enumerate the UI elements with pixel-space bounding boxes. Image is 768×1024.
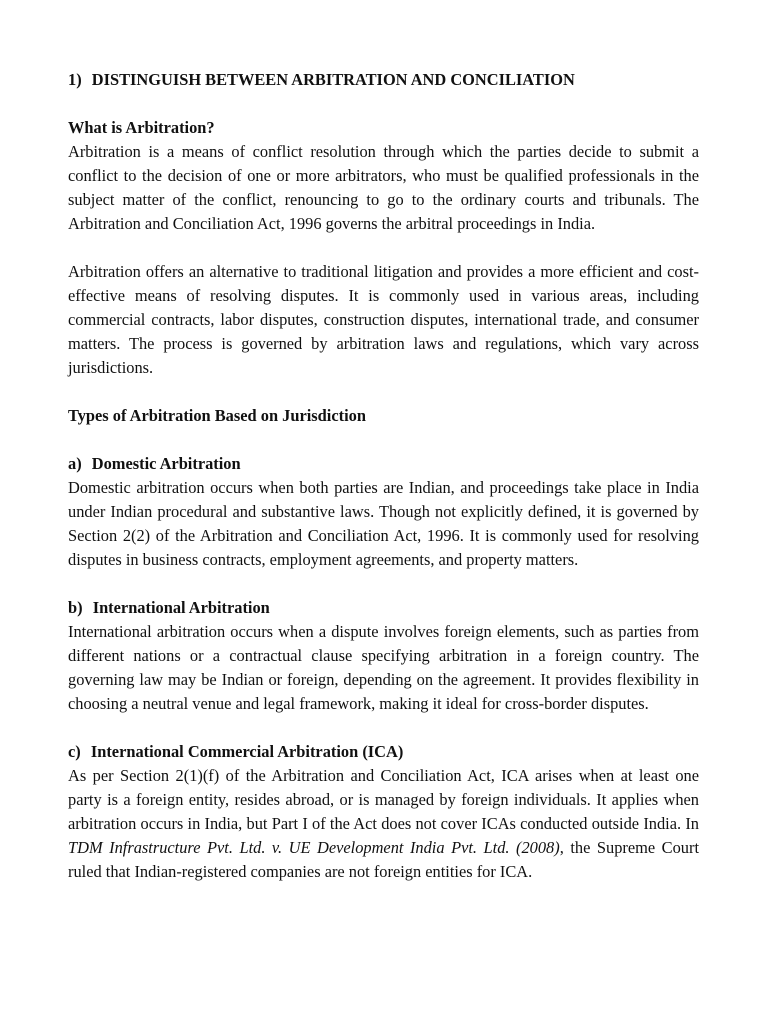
domestic-paragraph: Domestic arbitration occurs when both parties are Indian, and proceedings take place in India under Indian procedural and substantive laws. Though not explicitly defined, it is governed by Section 2(2) of the Arbitration and Conciliation Act, 1996. It is commonly used for resolving disputes in business contracts, employment agreements, and property matters. (68, 478, 699, 569)
ica-text-before: As per Section 2(1)(f) of the Arbitration and Conciliation Act, ICA arises when at least one party is a foreign entity, resides abroad, or is managed by foreign individuals. It applies when arbitration occurs in India, but Part I of the Act does not cover ICAs conducted outside India. In (68, 766, 699, 833)
spacer (68, 716, 699, 740)
title-text: DISTINGUISH BETWEEN ARBITRATION AND CONCILIATION (91, 70, 575, 89)
ica-case-name: TDM Infrastructure Pvt. Ltd. v. UE Development India Pvt. Ltd. (2008) (68, 838, 560, 857)
spacer (68, 236, 699, 260)
what-is-paragraph-2: Arbitration offers an alternative to traditional litigation and provides a more efficient and cost-effective means of resolving disputes. It is commonly used in various areas, including commercial contracts, labor disputes, construction disputes, international trade, and consumer matters. The process is governed by arbitration laws and regulations, which vary across jurisdictions. (68, 262, 699, 377)
international-label: b) (68, 598, 83, 617)
document-page (68, 68, 699, 884)
document-title (68, 68, 699, 92)
title-number: 1) (68, 70, 82, 89)
domestic-label: a) (68, 454, 82, 473)
domestic-heading (68, 452, 699, 476)
spacer (68, 428, 699, 452)
ica-label: c) (68, 742, 81, 761)
international-heading (68, 596, 699, 620)
international-title: International Arbitration (92, 598, 270, 617)
what-is-heading: What is Arbitration? (68, 118, 215, 137)
spacer (68, 572, 699, 596)
domestic-title: Domestic Arbitration (91, 454, 241, 473)
ica-text-after: , the Supreme Court ruled that Indian-registered companies are not foreign entities for ICA. (68, 838, 699, 881)
ica-heading (68, 740, 699, 764)
international-paragraph: International arbitration occurs when a dispute involves foreign elements, such as parties from different nations or a contractual clause specifying arbitration in a foreign country. The governing law may be Indian or foreign, depending on the agreement. It provides flexibility in choosing a neutral venue and legal framework, making it ideal for cross-border disputes. (68, 622, 699, 713)
ica-paragraph (68, 764, 699, 884)
types-heading: Types of Arbitration Based on Jurisdiction (68, 406, 366, 425)
spacer (68, 380, 699, 404)
ica-title: International Commercial Arbitration (ICA) (90, 742, 404, 761)
spacer (68, 92, 699, 116)
what-is-paragraph-1: Arbitration is a means of conflict resolution through which the parties decide to submit a conflict to the decision of one or more arbitrators, who must be qualified professionals in the subject matter of the conflict, renouncing to go to the ordinary courts and tribunals. The Arbitration and Conciliation Act, 1996 governs the arbitral proceedings in India. (68, 142, 699, 233)
